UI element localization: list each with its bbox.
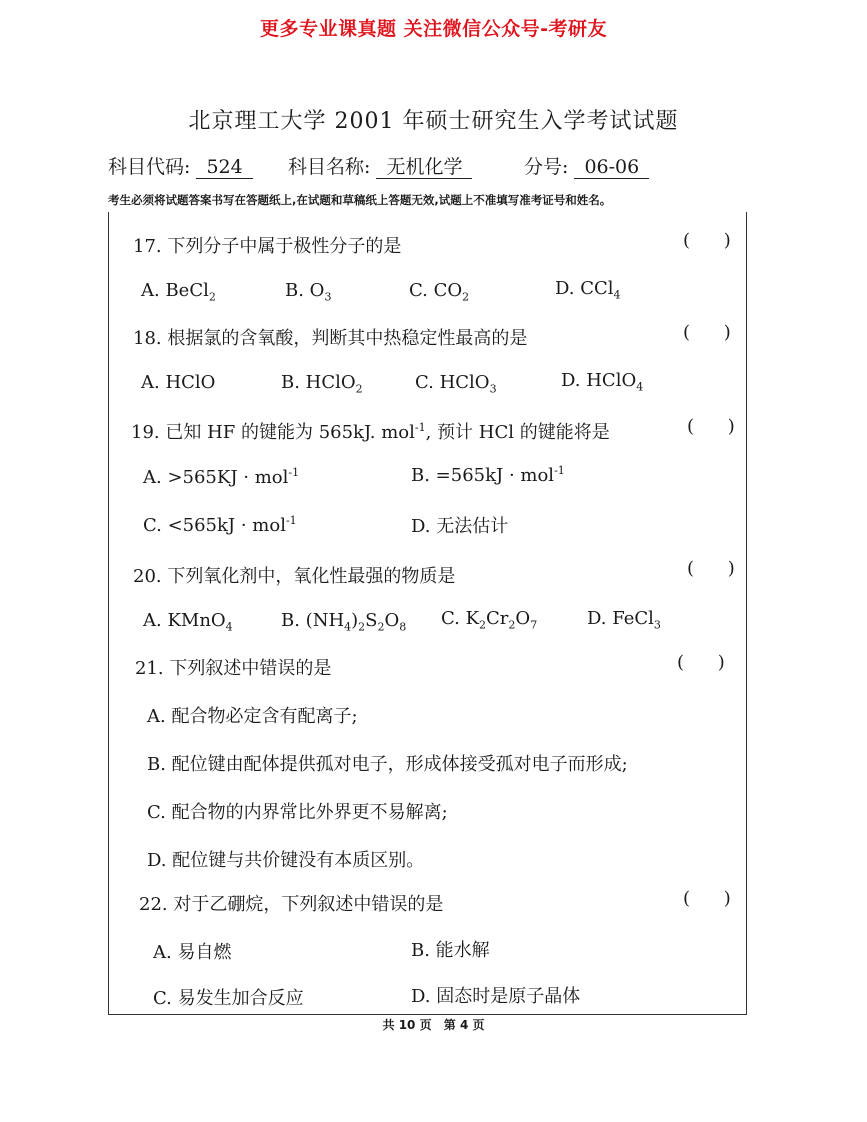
total-pages: 共 10 页 bbox=[382, 1018, 432, 1032]
q22-option-d: D. 固态时是原子晶体 bbox=[411, 986, 581, 1007]
q22-answer-blank: ( ) bbox=[683, 888, 745, 909]
q18-answer-blank: ( ) bbox=[683, 322, 745, 343]
q19-option-a: A. >565KJ · mol$^{-1}$ bbox=[143, 466, 300, 488]
q21-option-d: D. 配位键与共价键没有本质区别。 bbox=[147, 850, 425, 871]
current-page: 第 4 页 bbox=[443, 1018, 485, 1032]
q19-stem: 19. 已知 HF 的键能为 565kJ. mol$^{-1}$, 预计 HCl 的键能将是 bbox=[131, 421, 610, 443]
question-frame bbox=[108, 212, 747, 1015]
q21-option-a: A. 配合物必定含有配离子; bbox=[147, 706, 358, 727]
q17-stem: 17. 下列分子中属于极性分子的是 bbox=[133, 236, 402, 257]
q20-answer-blank: ( ) bbox=[687, 558, 749, 579]
q19-option-c: C. <565kJ · mol$^{-1}$ bbox=[143, 514, 297, 536]
q20-option-c: C. $K_2Cr_2O_7$ bbox=[441, 608, 538, 632]
q21-answer-blank: ( ) bbox=[677, 652, 739, 673]
score-number bbox=[524, 152, 649, 179]
q17-option-c: C. $CO_2$ bbox=[409, 280, 470, 304]
header-banner: 更多专业课真题 关注微信公众号-考研友 bbox=[259, 18, 607, 40]
q17-option-d: D. CCl$_4$ bbox=[555, 278, 621, 302]
q20-option-b: B. $(NH_4)_2S_2O_8$ bbox=[281, 610, 407, 634]
score-label: 分号: bbox=[524, 156, 569, 178]
subject-code-label: 科目代码: bbox=[108, 156, 191, 178]
q21-option-c: C. 配合物的内界常比外界更不易解离; bbox=[147, 802, 448, 823]
q22-option-a: A. 易自燃 bbox=[153, 942, 232, 963]
subject-code bbox=[108, 152, 253, 179]
q18-option-a: A. HClO bbox=[141, 372, 216, 393]
q18-option-c: C. HClO$_3$ bbox=[415, 372, 497, 396]
q20-option-d: D. FeCl$_3$ bbox=[587, 608, 661, 632]
q17-answer-blank: ( ) bbox=[683, 230, 745, 251]
q22-option-b: B. 能水解 bbox=[411, 940, 490, 961]
q20-stem: 20. 下列氧化剂中，氧化性最强的物质是 bbox=[133, 566, 456, 587]
q19-answer-blank: ( ) bbox=[687, 416, 749, 437]
q18-option-b: B. HClO$_2$ bbox=[281, 372, 363, 396]
q18-option-d: D. HClO$_4$ bbox=[561, 370, 644, 394]
exam-title: 北京理工大学 2001 年硕士研究生入学考试试题 bbox=[188, 109, 679, 134]
score-value: 06-06 bbox=[574, 156, 649, 179]
q18-stem: 18. 根据氯的含氧酸，判断其中热稳定性最高的是 bbox=[133, 328, 528, 349]
q22-option-c: C. 易发生加合反应 bbox=[153, 988, 304, 1009]
q19-option-b: B. =565kJ · mol$^{-1}$ bbox=[411, 464, 565, 486]
q17-option-a: A. BeCl$_2$ bbox=[141, 280, 216, 304]
page-footer bbox=[0, 1016, 867, 1033]
q20-option-a: A. KMnO$_4$ bbox=[143, 610, 233, 634]
subject-name-value: 无机化学 bbox=[376, 156, 472, 179]
q17-option-b: B. $O_3$ bbox=[285, 280, 332, 304]
q22-stem: 22. 对于乙硼烷，下列叙述中错误的是 bbox=[139, 894, 444, 915]
subject-name-label: 科目名称: bbox=[288, 156, 371, 178]
q19-option-d: D. 无法估计 bbox=[411, 516, 509, 537]
subject-name bbox=[288, 152, 472, 179]
subject-code-value: 524 bbox=[196, 156, 252, 179]
q21-option-b: B. 配位键由配体提供孤对电子，形成体接受孤对电子而形成; bbox=[147, 754, 628, 775]
exam-notice: 考生必须将试题答案书写在答题纸上,在试题和草稿纸上答题无效,试题上不准填写准考证号和姓名。 bbox=[108, 193, 612, 207]
q21-stem: 21. 下列叙述中错误的是 bbox=[135, 658, 332, 679]
